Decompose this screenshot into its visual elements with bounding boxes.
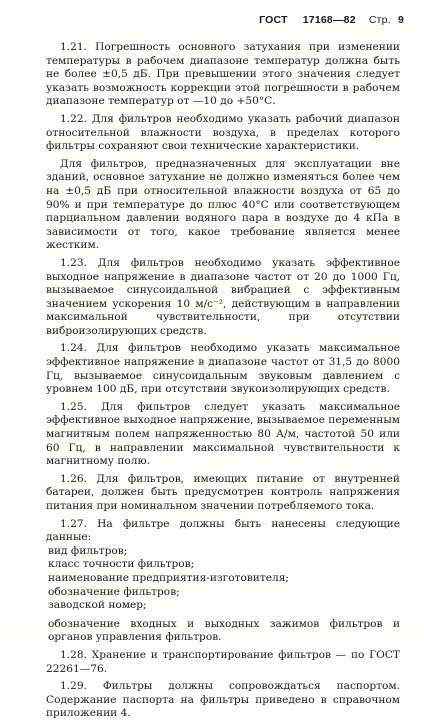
clause-1-22-outdoor: Для фильтров, предназначенных для эксплуатации вне зданий, основное затухание не должно изменяться более чем на ±0,5 дБ при относительной влажности воздуха от 65 до 90% и при температуре до плюс 40°С или соответствующем парциальном давлении водяного пара в воздухе до 4 кПа в зависимости от того, какое требование является менее жестким. (46, 157, 400, 252)
page-label: Стр. (368, 14, 391, 26)
clause-1-26: 1.26. Для фильтров, имеющих питание от внутренней батареи, должен быть предусмотрен контроль напряжения питания при номинальном значении потребляемого тока. (46, 472, 400, 512)
list-item: заводской номер; (48, 599, 147, 612)
clause-1-28: 1.28. Хранение и транспортирование фильтров — по ГОСТ 22261—76. (46, 648, 400, 675)
standard-label: ГОСТ (259, 14, 288, 26)
clause-1-23: 1.23. Для фильтров необходимо указать эффективное выходное напряжение в диапазоне частот от 20 до 1000 Гц, вызываемое синусоидальной вибрацией с эффективным значением ускорения 10 м/с⁻², действующим в направлении максимальной чувствительности, при отсутствии виброизолирующих средств. (46, 256, 400, 337)
standard-number: 17168—82 (302, 14, 356, 26)
list-item: класс точности фильтров; (48, 558, 195, 571)
list-item: вид фильтров; (48, 544, 128, 557)
marking-list (46, 545, 400, 645)
clause-1-29: 1.29. Фильтры должны сопровождаться паспортом. Содержание паспорта на фильтры приведено в справочном приложении 4. (46, 680, 400, 720)
list-item: обозначение фильтров; (48, 585, 180, 598)
clause-1-27: 1.27. На фильтре должны быть нанесены следующие данные: (46, 517, 400, 544)
list-item: наименование предприятия-изготовителя; (48, 571, 289, 584)
clause-1-22: 1.22. Для фильтров необходимо указать рабочий диапазон относительной влажности воздуха, в пределах которого фильтры сохраняют свои технические характеристики. (46, 112, 400, 153)
document-body (46, 41, 400, 721)
list-item: обозначение входных и выходных зажимов фильтров и органов управления фильтров. (48, 617, 400, 644)
running-header (259, 14, 404, 26)
page-number: 9 (397, 14, 404, 26)
clause-1-24: 1.24. Для фильтров необходимо указать максимальное эффективное напряжение в диапазоне частот от 31,5 до 8000 Гц, вызываемое синусоидальным звуковым давлением с уровнем 100 дБ, при отсутствии звукоизолирующих средств. (46, 342, 400, 396)
clause-1-25: 1.25. Для фильтров следует указать максимальное эффективное выходное напряжение, вызываемое переменным магнитным полем напряженностью 80 А/м, частотой 50 или 60 Гц, в направлении максимальной чувствительности к магнитному полю. (46, 400, 400, 468)
clause-1-21: 1.21. Погрешность основного затухания при изменении температуры в рабочем диапазоне температур должна быть не более ±0,5 дБ. При превышении этого значения следует указать возможность коррекции этой погрешности в рабочем диапазоне температур от —10 до +50°С. (46, 41, 400, 108)
